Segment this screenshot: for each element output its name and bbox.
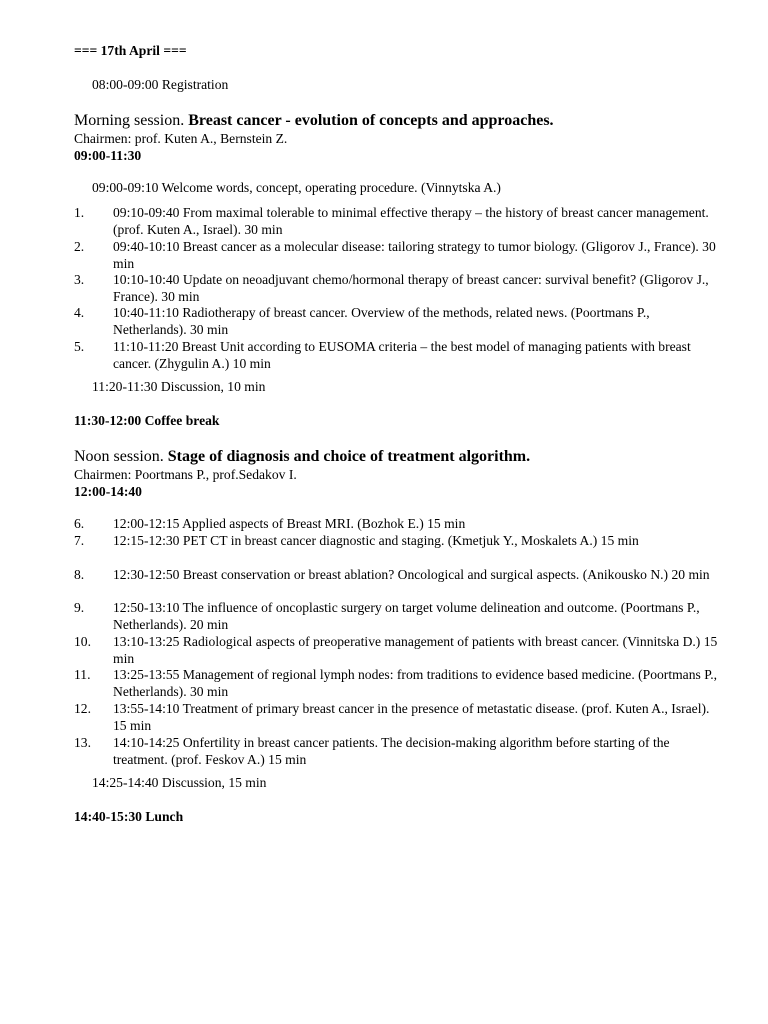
agenda-item-13 xyxy=(74,735,724,769)
registration-line: 08:00-09:00 Registration xyxy=(92,77,229,92)
lunch-break: 14:40-15:30 Lunch xyxy=(74,809,184,824)
agenda-item-text: 13:55-14:10 Treatment of primary breast cancer in the presence of metastatic disease. (prof. Kuten A., Israel). 15 min xyxy=(113,701,710,733)
agenda-item-text: 11:10-11:20 Breast Unit according to EUSOMA criteria – the best model of managing patients with breast cancer. (Zhygulin A.) 10 min xyxy=(113,339,691,371)
agenda-item-number: 11. xyxy=(74,667,91,682)
noon-chairmen: Chairmen: Poortmans P., prof.Sedakov I. xyxy=(74,467,297,482)
agenda-item-5 xyxy=(74,339,724,373)
agenda-item-10 xyxy=(74,634,724,668)
agenda-item-number: 2. xyxy=(74,239,85,254)
agenda-item-4 xyxy=(74,305,724,339)
agenda-item-11 xyxy=(74,667,724,701)
agenda-item-3 xyxy=(74,272,724,306)
agenda-item-number: 4. xyxy=(74,305,85,320)
agenda-item-number: 3. xyxy=(74,272,85,287)
morning-time: 09:00-11:30 xyxy=(74,148,142,163)
agenda-item-12 xyxy=(74,701,724,735)
agenda-item-number: 8. xyxy=(74,567,85,582)
agenda-item-text: 09:10-09:40 From maximal tolerable to minimal effective therapy – the history of breast cancer management. (prof. Kuten A., Israel). 30 min xyxy=(113,205,709,237)
agenda-item-text: 10:10-10:40 Update on neoadjuvant chemo/hormonal therapy of breast cancer: survival benefit? (Gligorov J., France). 30 min xyxy=(113,272,709,304)
day-header: === 17th April === xyxy=(74,43,187,58)
morning-session-prefix: Morning session. xyxy=(74,112,185,129)
noon-session-title: Stage of diagnosis and choice of treatment algorithm. xyxy=(167,448,531,465)
agenda-item-text: 12:50-13:10 The influence of oncoplastic surgery on target volume delineation and outcome. (Poortmans P., Netherlands). 20 min xyxy=(113,600,700,632)
agenda-item-number: 6. xyxy=(74,516,85,531)
agenda-item-6 xyxy=(74,516,724,533)
noon-session-heading xyxy=(74,447,530,466)
morning-session-heading xyxy=(74,111,554,130)
morning-discussion: 11:20-11:30 Discussion, 10 min xyxy=(92,379,266,394)
agenda-item-text: 12:30-12:50 Breast conservation or breast ablation? Oncological and surgical aspects. (Anikousko N.) 20 min xyxy=(113,567,710,582)
agenda-item-number: 10. xyxy=(74,634,91,649)
agenda-item-text: 12:15-12:30 PET CT in breast cancer diagnostic and staging. (Kmetjuk Y., Moskalets A.) 15 min xyxy=(113,533,639,548)
agenda-item-2 xyxy=(74,239,724,273)
coffee-break: 11:30-12:00 Coffee break xyxy=(74,413,220,428)
noon-discussion: 14:25-14:40 Discussion, 15 min xyxy=(92,775,267,790)
agenda-item-text: 12:00-12:15 Applied aspects of Breast MRI. (Bozhok E.) 15 min xyxy=(113,516,466,531)
agenda-item-9 xyxy=(74,600,724,634)
agenda-item-text: 13:10-13:25 Radiological aspects of preoperative management of patients with breast cancer. (Vinnitska D.) 15 min xyxy=(113,634,718,666)
noon-time: 12:00-14:40 xyxy=(74,484,142,499)
agenda-item-number: 12. xyxy=(74,701,91,716)
morning-chairmen: Chairmen: prof. Kuten A., Bernstein Z. xyxy=(74,131,288,146)
agenda-item-number: 7. xyxy=(74,533,85,548)
agenda-item-number: 9. xyxy=(74,600,85,615)
agenda-item-number: 1. xyxy=(74,205,85,220)
morning-session-title: Breast cancer - evolution of concepts and approaches. xyxy=(188,112,554,129)
agenda-item-text: 14:10-14:25 Onfertility in breast cancer patients. The decision-making algorithm before starting of the treatment. (prof. Feskov A.) 15 min xyxy=(113,735,670,767)
agenda-item-text: 10:40-11:10 Radiotherapy of breast cancer. Overview of the methods, related news. (Poortmans P., Netherlands). 30 min xyxy=(113,305,650,337)
agenda-item-8 xyxy=(74,567,724,601)
agenda-item-text: 09:40-10:10 Breast cancer as a molecular disease: tailoring strategy to tumor biology. (Gligorov J., France). 30 min xyxy=(113,239,716,271)
morning-welcome: 09:00-09:10 Welcome words, concept, operating procedure. (Vinnytska A.) xyxy=(92,180,501,195)
agenda-item-number: 5. xyxy=(74,339,85,354)
agenda-item-text: 13:25-13:55 Management of regional lymph nodes: from traditions to evidence based medicine. (Poortmans P., Netherlands). 30 min xyxy=(113,667,718,699)
agenda-item-1 xyxy=(74,205,724,239)
noon-session-prefix: Noon session. xyxy=(74,448,164,465)
agenda-item-7 xyxy=(74,533,724,567)
agenda-item-number: 13. xyxy=(74,735,91,750)
